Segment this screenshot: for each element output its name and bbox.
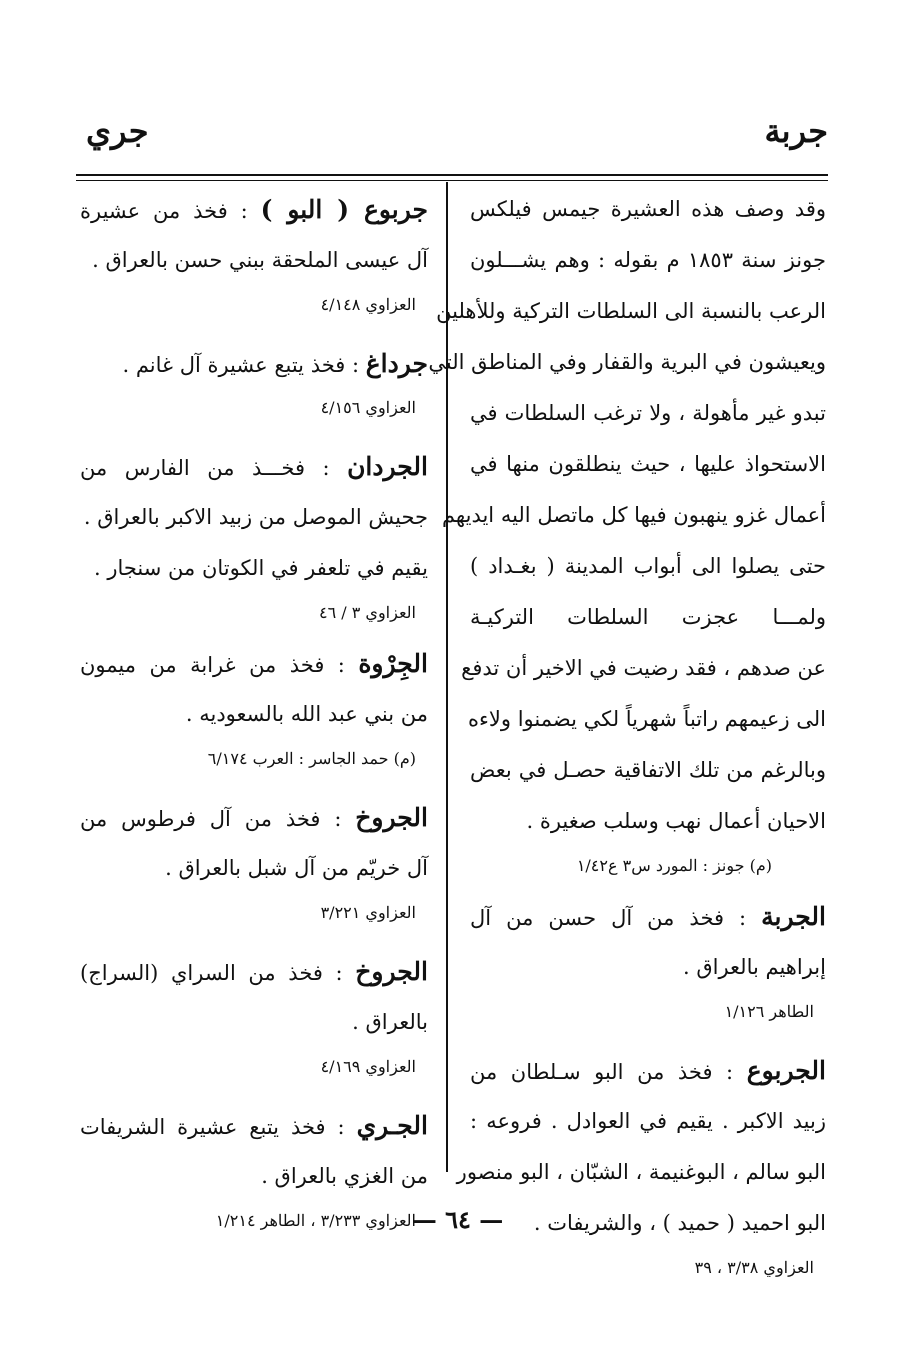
text-line: الاستحواذ عليها ، حيث ينطلقون منها في	[470, 452, 826, 476]
entry-text: : فخذ يتبع عشيرة الشريفات	[80, 1115, 357, 1139]
entry-line	[80, 638, 428, 689]
entry-term: الجِرْوة	[358, 649, 428, 678]
entry-jarba	[470, 891, 826, 1031]
source-citation: العزاوي ٣/٢٣٣ ، الطاهر ١/٢١٤	[215, 1211, 416, 1230]
text-line: ويعيشون في البرية والقفار وفي المناطق التي	[428, 350, 826, 374]
page-number: — ٦٤ —	[412, 1205, 504, 1234]
text-line: أعمال غزو ينهبون فيها كل ماتصل اليه ايديهم	[441, 503, 826, 527]
entry-line	[80, 946, 428, 997]
entry-line	[470, 1045, 826, 1096]
text-line: جونز سنة ١٨٥٣ م بقوله : وهم يشـــلون	[470, 248, 826, 272]
source-citation: العزاوي ٣ / ٤٦	[319, 603, 416, 622]
text-line: البو احميد ( حميد ) ، والشريفات .	[533, 1211, 826, 1235]
text-line: تبدو غير مأهولة ، ولا ترغب السلطات في	[470, 401, 826, 425]
entry-text: : فخذ من السراي (السراج)	[80, 961, 356, 985]
text-line: من الغزي بالعراق .	[261, 1164, 428, 1188]
source-citation: العزاوي ٣/٢٢١	[320, 903, 416, 922]
entry-line	[80, 792, 428, 843]
entry-jurukh-2	[80, 946, 428, 1086]
text-line: الى زعيمهم راتباً شهرياً لكي يضمنوا ولاءه	[468, 707, 826, 731]
entry-text: : فخذ من عشيرة	[80, 199, 261, 223]
entry-line	[80, 338, 428, 389]
text-line: بالعراق .	[352, 1010, 428, 1034]
entry-text: : فخذ من آل حسن من آل	[470, 906, 762, 930]
entry-term: الجروخ	[355, 957, 428, 986]
text-line: وقد وصف هذه العشيرة جيمس فيلكس	[470, 197, 826, 221]
entry-jurukh-1	[80, 792, 428, 932]
source-citation: الطاهر ١/١٢٦	[724, 1002, 814, 1021]
source-citation: (م) حمد الجاسر : العرب ٦/١٧٤	[207, 749, 416, 768]
header-rule-thick	[76, 174, 828, 176]
left-column	[80, 184, 428, 1240]
entry-term: الجربوع	[746, 1056, 826, 1085]
text-line: آل خريّم من آل شبل بالعراق .	[165, 856, 428, 880]
text-line: وبالرغم من تلك الاتفاقية حصـل في بعض	[470, 758, 826, 782]
entry-jarbu-albu	[80, 184, 428, 324]
entry-text: : فخذ من آل فرطوس من	[80, 807, 356, 831]
source-citation: العزاوي ٣/٣٨ ، ٣٩	[694, 1258, 814, 1277]
text-line: جحيش الموصل من زبيد الاكبر بالعراق .	[83, 505, 428, 529]
header-rule-thin	[76, 180, 828, 181]
running-header-right: جربة	[764, 112, 828, 150]
entry-text: : فخـــذ من الفارس من	[80, 456, 348, 480]
text-line: حتى يصلوا الى أبواب المدينة ( بغـداد )	[470, 554, 826, 578]
entry-term: الجـري	[356, 1111, 428, 1140]
entry-line	[80, 1100, 428, 1151]
source-citation: العزاوي ٤/١٤٨	[320, 295, 416, 314]
intro-paragraph	[428, 184, 826, 885]
entry-text: : فخذ من البو سـلطان من	[470, 1060, 747, 1084]
entry-text: : فخذ يتبع عشيرة آل غانم .	[122, 353, 366, 377]
text-line: البو سالم ، البوغنيمة ، الشبّان ، البو منصور	[456, 1160, 826, 1184]
entry-line	[80, 441, 428, 492]
source-citation: العزاوي ٤/١٦٩	[320, 1057, 416, 1076]
source-citation: (م) جونز : المورد س٣ ع١/٤٢	[576, 856, 772, 875]
entry-term: جرداغ	[365, 349, 428, 378]
text-line: ولمـــا عجزت السلطات التركيـة	[470, 605, 826, 629]
entry-jirwa	[80, 638, 428, 778]
entry-term: الجربة	[761, 902, 826, 931]
source-citation: العزاوي ٤/١٥٦	[320, 398, 416, 417]
entry-line	[470, 891, 826, 942]
text-line: الرعب بالنسبة الى السلطات التركية وللأهلين	[436, 299, 826, 323]
text-line: زبيد الاكبر . يقيم في العوادل . فروعه :	[470, 1109, 826, 1133]
text-line: الاحيان أعمال نهب وسلب صغيرة .	[526, 809, 826, 833]
entry-term: الجروخ	[355, 803, 428, 832]
text-line: عن صدهم ، فقد رضيت في الاخير أن تدفع	[461, 656, 826, 680]
text-line: من بني عبد الله بالسعوديه .	[185, 702, 428, 726]
entry-jardan	[80, 441, 428, 632]
running-header-left: جري	[86, 112, 149, 150]
text-line: يقيم في تلعفر في الكوتان من سنجار .	[93, 556, 428, 580]
text-line: آل عيسى الملحقة ببني حسن بالعراق .	[92, 248, 428, 272]
entry-term: الجردان	[347, 452, 428, 481]
entry-text: : فخذ من غرابة من ميمون	[80, 653, 359, 677]
entry-line	[80, 184, 428, 235]
entry-term: جربوع ( البو )	[260, 195, 428, 224]
text-line: إبراهيم بالعراق .	[682, 955, 826, 979]
entry-jardagh	[80, 338, 428, 427]
